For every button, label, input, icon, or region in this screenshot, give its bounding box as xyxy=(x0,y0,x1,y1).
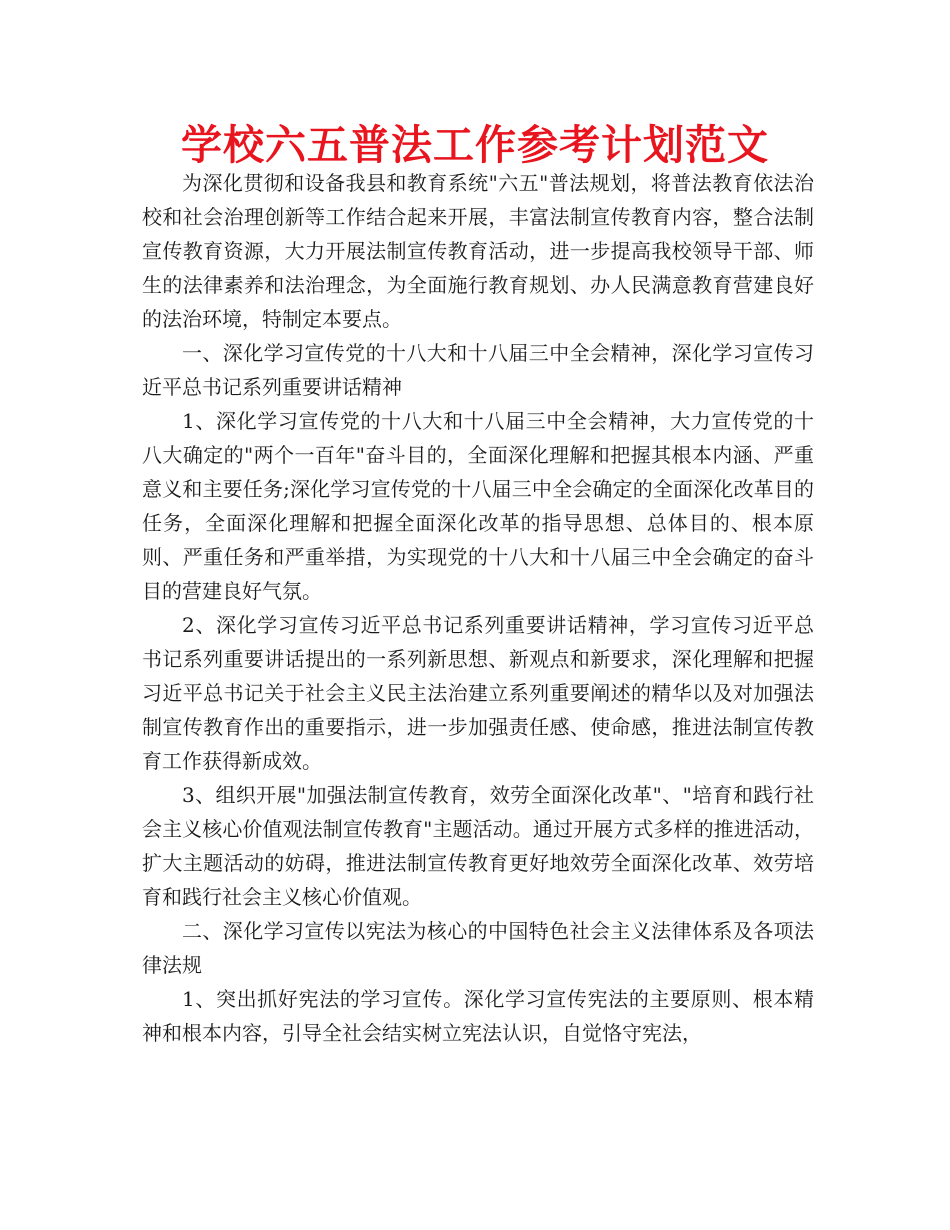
paragraph-intro: 为深化贯彻和设备我县和教育系统"六五"普法规划，将普法教育依法治校和社会治理创新等工作结合起来开展，丰富法制宣传教育内容，整合法制宣传教育资源，大力开展法制宣传教育活动，进一步提高我校领导干部、师生的法律素养和法治理念，为全面施行教育规划、办人民满意教育营建良好的法治环境，特制定本要点。 xyxy=(142,171,814,331)
section-heading-1: 一、深化学习宣传党的十八大和十八届三中全会精神，深化学习宣传习近平总书记系列重要讲话精神 xyxy=(142,341,814,399)
paragraph-2-1: 1、突出抓好宪法的学习宣传。深化学习宣传宪法的主要原则、根本精神和根本内容，引导全社会结实树立宪法认识，自觉恪守宪法， xyxy=(142,987,814,1045)
paragraph-1-1: 1、深化学习宣传党的十八大和十八届三中全会精神，大力宣传党的十八大确定的"两个一百年"奋斗目的，全面深化理解和把握其根本内涵、严重意义和主要任务;深化学习宣传党的十八届三中全会确定的全面深化改革目的任务，全面深化理解和把握全面深化改革的指导思想、总体目的、根本原则、严重任务和严重举措，为实现党的十八大和十八届三中全会确定的奋斗目的营建良好气氛。 xyxy=(142,409,814,603)
document-body xyxy=(142,166,814,1050)
paragraph-1-2: 2、深化学习宣传习近平总书记系列重要讲话精神，学习宣传习近平总书记系列重要讲话提出的一系列新思想、新观点和新要求，深化理解和把握习近平总书记关于社会主义民主法治建立系列重要阐述的精华以及对加强法制宣传教育作出的重要指示，进一步加强责任感、使命感，推进法制宣传教育工作获得新成效。 xyxy=(142,613,814,773)
document-title: 学校六五普法工作参考计划范文 xyxy=(181,121,769,169)
section-heading-2: 二、深化学习宣传以宪法为核心的中国特色社会主义法律体系及各项法律法规 xyxy=(142,919,814,977)
paragraph-1-3: 3、组织开展"加强法制宣传教育，效劳全面深化改革"、"培育和践行社会主义核心价值观法制宣传教育"主题活动。通过开展方式多样的推进活动，扩大主题活动的妨碍，推进法制宣传教育更好地效劳全面深化改革、效劳培育和践行社会主义核心价值观。 xyxy=(142,783,814,909)
